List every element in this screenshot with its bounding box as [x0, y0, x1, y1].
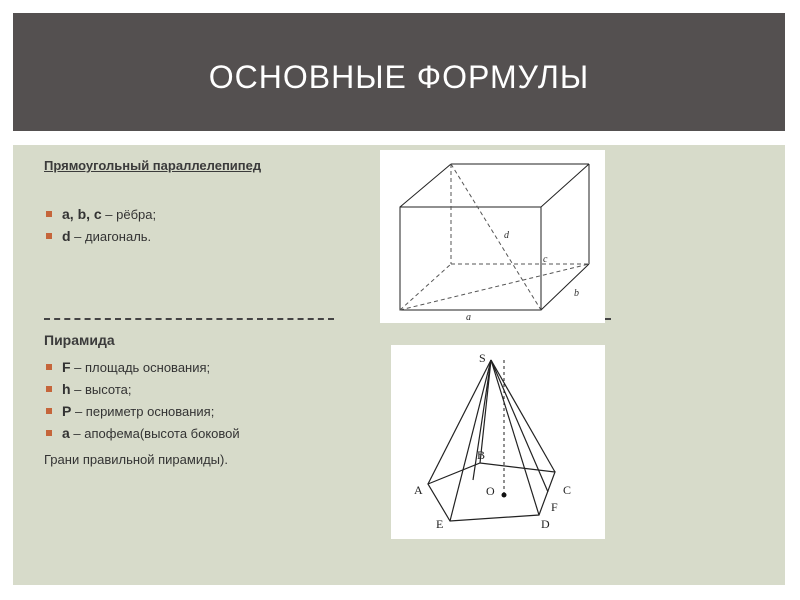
label-E: E [436, 517, 444, 531]
square-bullet-icon [46, 430, 52, 436]
content-panel [13, 145, 785, 585]
separator-line [44, 318, 334, 320]
label-A: A [414, 483, 423, 497]
list-item [44, 203, 156, 225]
item-text: – рёбра; [101, 207, 157, 222]
list-item [44, 378, 240, 400]
pyramid-figure [391, 345, 605, 539]
item-symbol: P [62, 403, 72, 419]
label-c: c [543, 254, 548, 265]
square-bullet-icon [46, 408, 52, 414]
label-F: F [551, 500, 558, 514]
parallelepiped-figure [380, 150, 605, 323]
title-bar [13, 13, 785, 131]
list-item [44, 356, 240, 378]
label-C: C [563, 483, 572, 497]
label-B: B [477, 448, 486, 462]
pyramid-list [44, 356, 240, 444]
item-text: – периметр основания; [71, 404, 215, 419]
item-text: – диагональ. [70, 229, 152, 244]
list-item [44, 225, 156, 247]
label-S: S [479, 351, 486, 365]
slide-title: ОСНОВНЫЕ ФОРМУЛЫ [208, 58, 590, 95]
square-bullet-icon [46, 211, 52, 217]
item-symbol: a, b, c [62, 206, 102, 222]
label-d: d [504, 230, 509, 241]
center-point [502, 493, 507, 498]
square-bullet-icon [46, 386, 52, 392]
label-a: a [466, 312, 471, 323]
label-D: D [541, 517, 550, 531]
label-b: b [574, 288, 579, 299]
list-item [44, 422, 240, 444]
apothem-continuation: Грани правильной пирамиды). [44, 452, 228, 467]
square-bullet-icon [46, 233, 52, 239]
front-face [400, 207, 541, 310]
item-symbol: d [62, 228, 71, 244]
item-symbol: F [62, 359, 71, 375]
label-O: O [486, 484, 495, 498]
pyramid-diagram [391, 345, 605, 539]
parallelepiped-diagram [380, 150, 605, 323]
pyramid-heading: Пирамида [44, 332, 115, 348]
diagonal-d [451, 164, 541, 310]
item-text: – высота; [70, 382, 132, 397]
item-text: – площадь основания; [70, 360, 211, 375]
square-bullet-icon [46, 364, 52, 370]
item-symbol: h [62, 381, 71, 397]
list-item [44, 400, 240, 422]
item-symbol: a [62, 425, 70, 441]
parallelepiped-heading: Прямоугольный параллелепипед [44, 158, 262, 173]
item-text: – апофема(высота боковой [69, 426, 240, 441]
parallelepiped-list [44, 203, 156, 247]
